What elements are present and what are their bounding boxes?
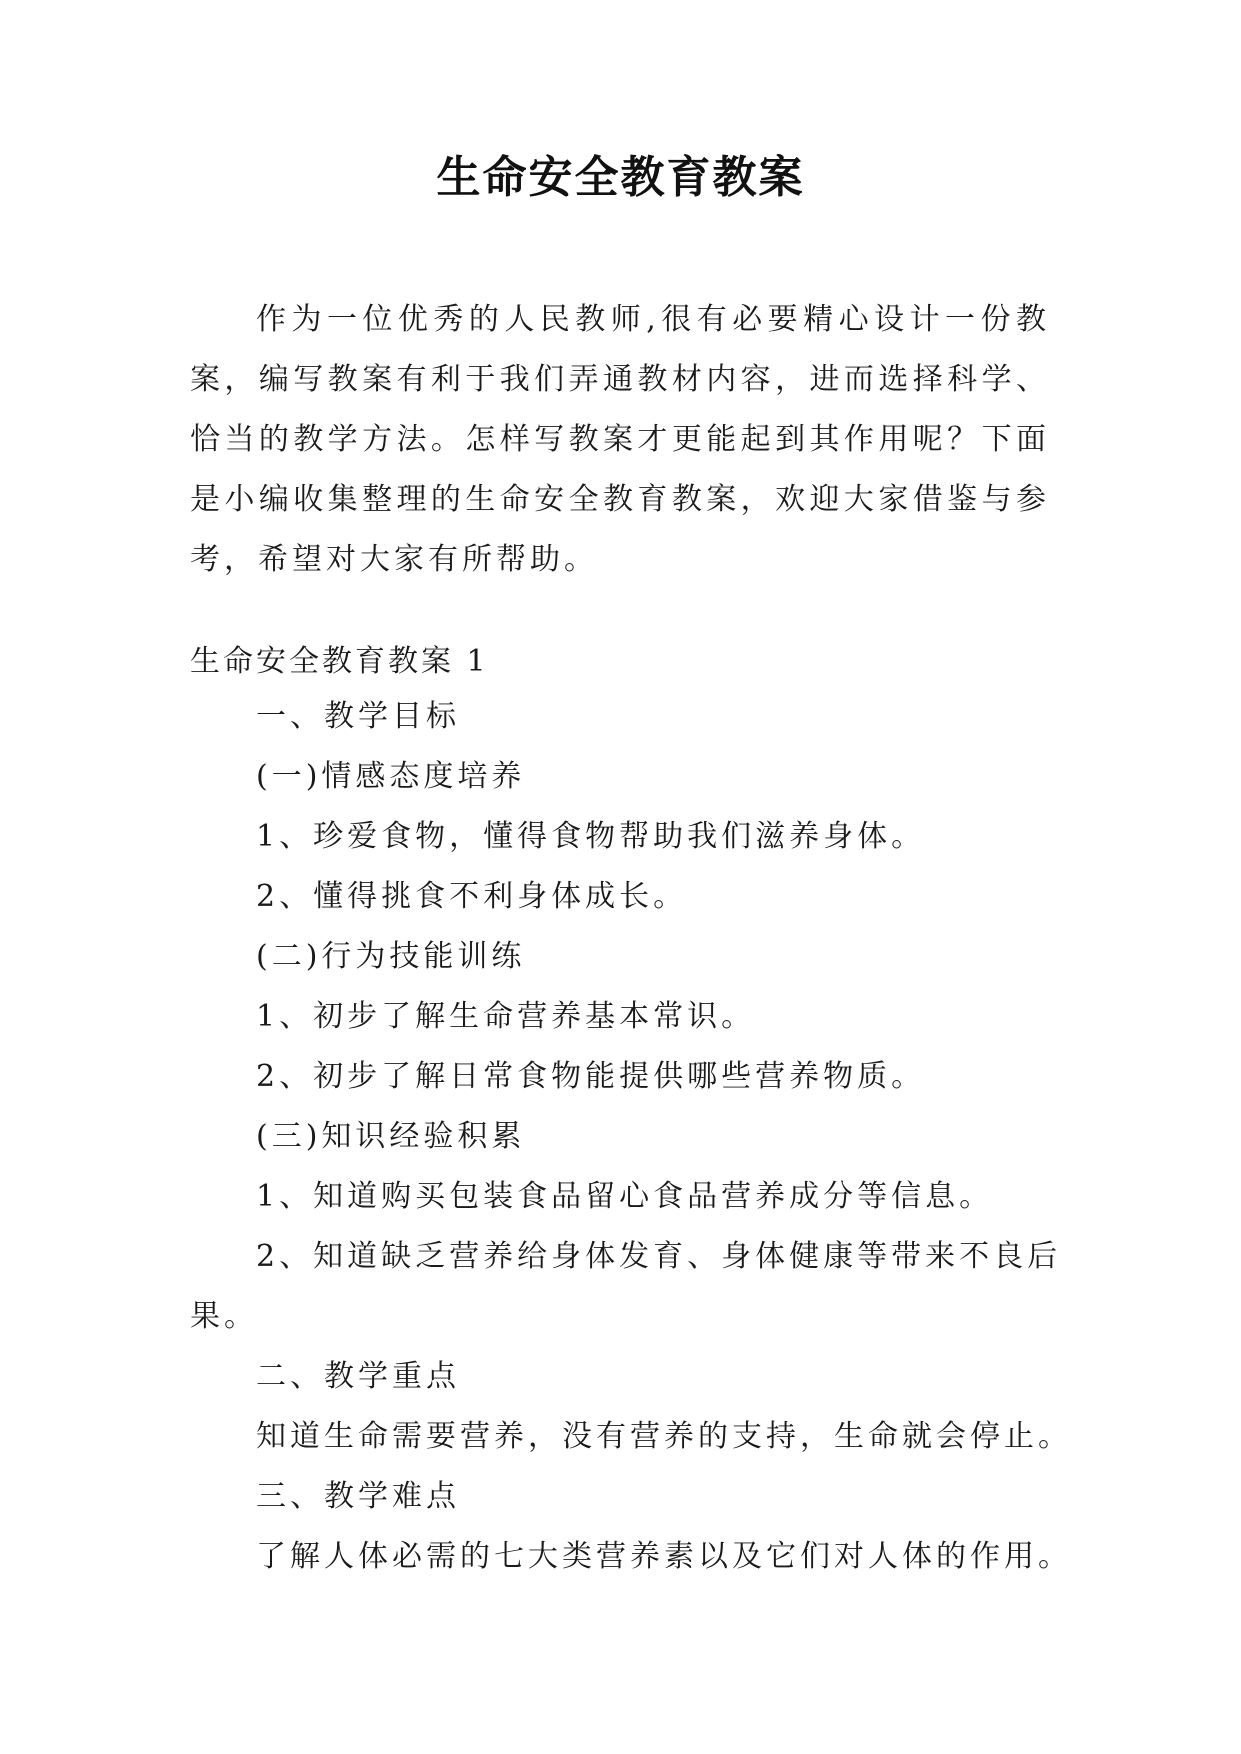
- key-points-text: 知道生命需要营养，没有营养的支持，生命就会停止。: [256, 1419, 1072, 1454]
- heading-teaching-goals: 一、教学目标: [256, 699, 460, 734]
- subheading-knowledge: (三)知识经验积累: [256, 1119, 526, 1154]
- list-item-continuation: 果。: [190, 1299, 258, 1334]
- heading-key-points: 二、教学重点: [256, 1359, 460, 1394]
- section-body: [190, 687, 1070, 1587]
- intro-paragraph: 作为一位优秀的人民教师,很有必要精心设计一份教案，编写教案有利于我们弄通教材内容，进而选择科学、恰当的教学方法。怎样写教案才更能起到其作用呢？下面是小编收集整理的生命安全教育教案，欢迎大家借鉴与参考，希望对大家有所帮助。: [190, 302, 1050, 577]
- list-item: 1、知道购买包装食品留心食品营养成分等信息。: [256, 1179, 994, 1214]
- difficulties-text: 了解人体必需的七大类营养素以及它们对人体的作用。: [256, 1539, 1072, 1574]
- list-item: 1、珍爱食物，懂得食物帮助我们滋养身体。: [256, 819, 926, 854]
- list-item: 1、初步了解生命营养基本常识。: [256, 999, 756, 1034]
- document-title: 生命安全教育教案: [436, 152, 805, 203]
- list-item: 2、懂得挑食不利身体成长。: [256, 879, 688, 914]
- list-item: 2、初步了解日常食物能提供哪些营养物质。: [256, 1059, 926, 1094]
- subheading-emotion: (一)情感态度培养: [256, 759, 526, 794]
- subheading-skills: (二)行为技能训练: [256, 939, 526, 974]
- heading-difficulties: 三、教学难点: [256, 1479, 460, 1514]
- list-item: 2、知道缺乏营养给身体发育、身体健康等带来不良后: [256, 1239, 1062, 1274]
- section-heading: 生命安全教育教案 1: [190, 644, 489, 679]
